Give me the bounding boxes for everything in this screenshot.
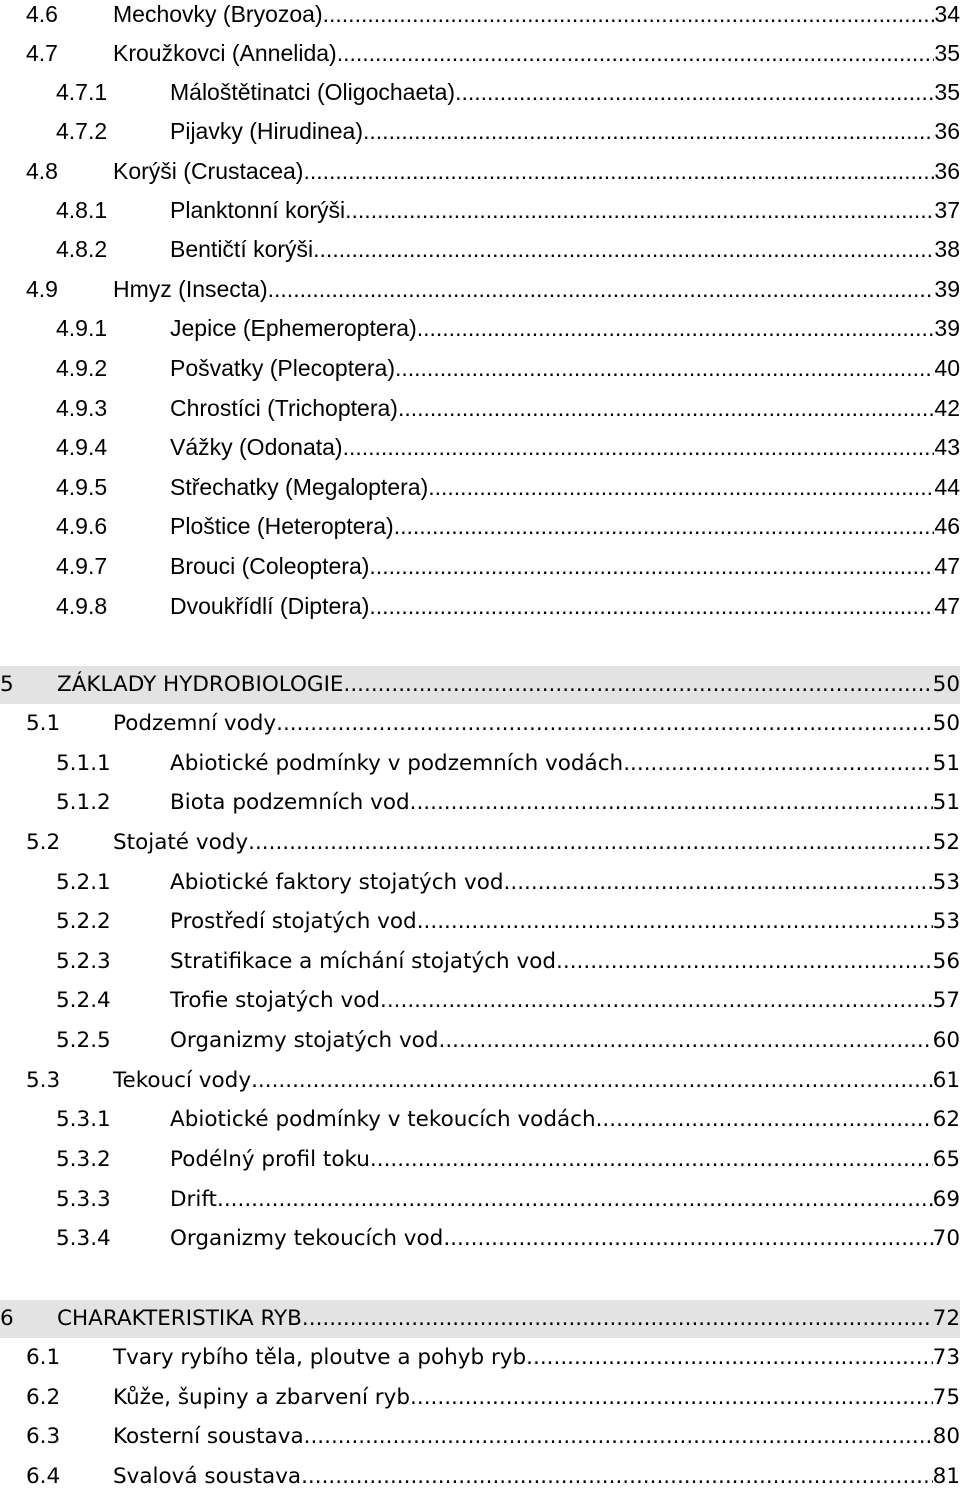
toc-entry-number: 4.9.4: [56, 434, 108, 460]
toc-entry-number: 4.8.1: [56, 197, 108, 223]
toc-entry-number: 4.7.1: [56, 79, 108, 105]
dot-leader: [369, 547, 934, 585]
toc-entry-row[interactable]: [0, 1181, 960, 1219]
toc-entry-number: 4.7.2: [56, 118, 108, 144]
toc-entry-title: Hmyz (Insecta): [113, 276, 268, 302]
toc-entry-title: Chrostíci (Trichoptera): [170, 395, 398, 421]
toc-entry-title: Abiotické faktory stojatých vod: [170, 870, 504, 895]
toc-entry-number: 6.2: [26, 1385, 61, 1410]
toc-entry-title: Korýši (Crustacea): [113, 158, 304, 184]
toc-entry-row[interactable]: [0, 230, 960, 268]
toc-entry-title: ZÁKLADY HYDROBIOLOGIE: [57, 672, 344, 697]
toc-entry-title: Biota podzemních vod: [170, 790, 410, 815]
toc-entry-row[interactable]: [0, 903, 960, 941]
dot-leader: [323, 0, 935, 33]
toc-page-number: 72: [932, 1306, 960, 1331]
toc-entry-title: Organizmy stojatých vod: [170, 1028, 439, 1053]
toc-chapter-row[interactable]: [0, 666, 960, 704]
dot-leader: [303, 152, 934, 190]
toc-entry-title: Tekoucí vody: [113, 1068, 252, 1093]
dot-leader: [395, 349, 934, 387]
toc-entry-title: Mechovky (Bryozoa): [113, 1, 323, 27]
toc-entry-number: 4.6: [26, 1, 58, 27]
toc-chapter-row[interactable]: [0, 1300, 960, 1338]
toc-entry-title: Stratifikace a míchání stojatých vod: [170, 949, 557, 974]
toc-entry-number: 5.2.5: [56, 1028, 111, 1053]
toc-entry-row[interactable]: [0, 1458, 960, 1496]
toc-entry-row[interactable]: [0, 784, 960, 822]
toc-entry-row[interactable]: [0, 0, 960, 33]
toc-page-number: 39: [934, 315, 960, 341]
toc-entry-number: 4.9.7: [56, 553, 108, 579]
dot-leader: [343, 428, 935, 466]
toc-entry-row[interactable]: [0, 1141, 960, 1179]
dot-leader: [248, 824, 933, 862]
toc-entry-number: 4.9.8: [56, 593, 108, 619]
toc-entry-number: 5.1: [26, 711, 61, 736]
dot-leader: [304, 1418, 933, 1456]
dot-leader: [455, 73, 934, 111]
toc-entry-row[interactable]: [0, 152, 960, 190]
toc-page-number: 50: [932, 711, 960, 736]
toc-entry-title: Ploštice (Heteroptera): [170, 513, 394, 539]
toc-entry-title: Podélný profil toku: [170, 1147, 370, 1172]
toc-page-number: 34: [934, 1, 960, 27]
toc-page-number: 53: [932, 909, 960, 934]
toc-entry-row[interactable]: [0, 1220, 960, 1258]
toc-entry-number: 5.3.4: [56, 1226, 111, 1251]
toc-entry-title: Jepice (Ephemeroptera): [170, 315, 417, 341]
toc-entry-row[interactable]: [0, 547, 960, 585]
toc-page-number: 47: [934, 553, 960, 579]
dot-leader: [369, 587, 934, 625]
toc-entry-number: 5.2.4: [56, 988, 111, 1013]
toc-entry-row[interactable]: [0, 389, 960, 427]
toc-entry-title: Abiotické podmínky v tekoucích vodách: [170, 1107, 596, 1132]
toc-page-number: 69: [932, 1187, 960, 1212]
toc-entry-row[interactable]: [0, 1418, 960, 1456]
toc-entry-row[interactable]: [0, 1062, 960, 1100]
toc-page-number: 46: [934, 513, 960, 539]
toc-page-number: 38: [934, 236, 960, 262]
toc-entry-number: 4.7: [26, 40, 58, 66]
toc-page-number: 36: [934, 118, 960, 144]
dot-leader: [417, 903, 933, 941]
dot-leader: [428, 468, 934, 506]
toc-page-number: 57: [932, 988, 960, 1013]
toc-entry-number: 4.9: [26, 276, 58, 302]
toc-entry-row[interactable]: [0, 309, 960, 347]
toc-page-number: 42: [934, 395, 960, 421]
toc-page-number: 80: [932, 1424, 960, 1449]
dot-leader: [344, 666, 933, 704]
dot-leader: [276, 705, 933, 743]
toc-entry-title: Dvoukřídlí (Diptera): [170, 593, 370, 619]
toc-page-number: 50: [932, 672, 960, 697]
toc-entry-row[interactable]: [0, 982, 960, 1020]
dot-leader: [417, 309, 935, 347]
toc-entry-title: Drift: [170, 1187, 217, 1212]
toc-page-number: 43: [934, 434, 960, 460]
dot-leader: [556, 943, 933, 981]
toc-entry-number: 5.3.3: [56, 1187, 111, 1212]
toc-page-number: 65: [932, 1147, 960, 1172]
dot-leader: [410, 784, 933, 822]
dot-leader: [443, 1220, 932, 1258]
toc-page-number: 81: [932, 1464, 960, 1489]
toc-entry-row[interactable]: [0, 864, 960, 902]
toc-entry-row[interactable]: [0, 824, 960, 862]
toc-entry-row[interactable]: [0, 507, 960, 545]
toc-entry-number: 4.9.1: [56, 315, 108, 341]
toc-page-number: 47: [934, 593, 960, 619]
toc-entry-title: Trofie stojatých vod: [170, 988, 380, 1013]
toc-entry-title: Bentičtí korýši: [170, 236, 314, 262]
toc-page-number: 62: [932, 1107, 960, 1132]
toc-entry-row[interactable]: [0, 1022, 960, 1060]
toc-entry-number: 5.3: [26, 1068, 61, 1093]
dot-leader: [526, 1339, 932, 1377]
dot-leader: [363, 112, 934, 150]
toc-entry-row[interactable]: [0, 112, 960, 150]
dot-leader: [337, 34, 935, 72]
toc-page-number: 73: [932, 1345, 960, 1370]
toc-page-number: 51: [932, 751, 960, 776]
toc-entry-title: CHARAKTERISTIKA RYB: [57, 1306, 302, 1331]
toc-entry-title: Stojaté vody: [113, 830, 249, 855]
toc-entry-title: Máloštětinatci (Oligochaeta): [170, 79, 456, 105]
toc-entry-number: 5.3.2: [56, 1147, 111, 1172]
toc-entry-number: 4.9.3: [56, 395, 108, 421]
dot-leader: [251, 1062, 933, 1100]
toc-entry-number: 5: [0, 672, 14, 697]
toc-page-number: 40: [934, 355, 960, 381]
toc-page-number: 70: [932, 1226, 960, 1251]
toc-entry-row[interactable]: [0, 468, 960, 506]
dot-leader: [301, 1458, 933, 1496]
dot-leader: [370, 1141, 933, 1179]
toc-page-number: 52: [932, 830, 960, 855]
toc-entry-title: Pošvatky (Plecoptera): [170, 355, 395, 381]
dot-leader: [313, 230, 934, 268]
toc-entry-number: 5.1.1: [56, 751, 111, 776]
toc-entry-title: Vážky (Odonata): [170, 434, 343, 460]
toc-entry-number: 5.3.1: [56, 1107, 111, 1132]
toc-page-number: 35: [934, 79, 960, 105]
dot-leader: [394, 507, 935, 545]
toc-entry-number: 6.3: [26, 1424, 61, 1449]
toc-entry-title: Tvary rybího těla, ploutve a pohyb ryb: [113, 1345, 527, 1370]
dot-leader: [410, 1379, 933, 1417]
toc-entry-title: Prostředí stojatých vod: [170, 909, 417, 934]
toc-entry-title: Organizmy tekoucích vod: [170, 1226, 444, 1251]
toc-entry-row[interactable]: [0, 1339, 960, 1377]
toc-page-number: 37: [934, 197, 960, 223]
toc-entry-title: Brouci (Coleoptera): [170, 553, 370, 579]
toc-entry-title: Kůže, šupiny a zbarvení ryb: [113, 1385, 411, 1410]
toc-entry-row[interactable]: [0, 73, 960, 111]
toc-entry-row[interactable]: [0, 428, 960, 466]
toc-page-number: 61: [932, 1068, 960, 1093]
toc-entry-row[interactable]: [0, 943, 960, 981]
toc-entry-number: 6.4: [26, 1464, 61, 1489]
toc-entry-number: 5.2.1: [56, 870, 111, 895]
toc-entry-number: 5.2.3: [56, 949, 111, 974]
toc-entry-row[interactable]: [0, 1101, 960, 1139]
toc-entry-number: 6: [0, 1306, 14, 1331]
toc-entry-number: 5.2: [26, 830, 61, 855]
toc-entry-title: Planktonní korýši: [170, 197, 346, 223]
toc-entry-number: 4.9.2: [56, 355, 108, 381]
toc-entry-row[interactable]: [0, 270, 960, 308]
toc-entry-title: Kosterní soustava: [113, 1424, 304, 1449]
toc-page-number: 53: [932, 870, 960, 895]
toc-entry-number: 4.9.5: [56, 474, 108, 500]
toc-entry-title: Střechatky (Megaloptera): [170, 474, 429, 500]
dot-leader: [623, 745, 932, 783]
dot-leader: [268, 270, 935, 308]
toc-entry-row[interactable]: [0, 191, 960, 229]
toc-entry-title: Svalová soustava: [113, 1464, 302, 1489]
toc-entry-title: Pijavky (Hirudinea): [170, 118, 364, 144]
dot-leader: [398, 389, 934, 427]
toc-entry-number: 4.8.2: [56, 236, 108, 262]
toc-page-number: 36: [934, 158, 960, 184]
toc-entry-row[interactable]: [0, 745, 960, 783]
toc-entry-row[interactable]: [0, 705, 960, 743]
toc-entry-row[interactable]: [0, 1379, 960, 1417]
toc-entry-row[interactable]: [0, 587, 960, 625]
toc-page-number: 51: [932, 790, 960, 815]
dot-leader: [380, 982, 933, 1020]
toc-entry-number: 6.1: [26, 1345, 61, 1370]
toc-entry-title: Abiotické podmínky v podzemních vodách: [170, 751, 624, 776]
toc-entry-number: 5.2.2: [56, 909, 111, 934]
dot-leader: [439, 1022, 933, 1060]
toc-entry-number: 4.8: [26, 158, 58, 184]
dot-leader: [596, 1101, 933, 1139]
toc-page-number: 39: [934, 276, 960, 302]
dot-leader: [217, 1181, 933, 1219]
toc-page-number: 56: [932, 949, 960, 974]
toc-entry-title: Kroužkovci (Annelida): [113, 40, 337, 66]
toc-entry-row[interactable]: [0, 349, 960, 387]
toc-entry-number: 5.1.2: [56, 790, 111, 815]
toc-entry-number: 4.9.6: [56, 513, 108, 539]
dot-leader: [345, 191, 934, 229]
dot-leader: [302, 1300, 933, 1338]
toc-entry-title: Podzemní vody: [113, 711, 277, 736]
toc-entry-row[interactable]: [0, 34, 960, 72]
toc-page-number: 60: [932, 1028, 960, 1053]
toc-page-number: 35: [934, 40, 960, 66]
toc-page-number: 44: [934, 474, 960, 500]
toc-page-number: 75: [932, 1385, 960, 1410]
dot-leader: [504, 864, 933, 902]
